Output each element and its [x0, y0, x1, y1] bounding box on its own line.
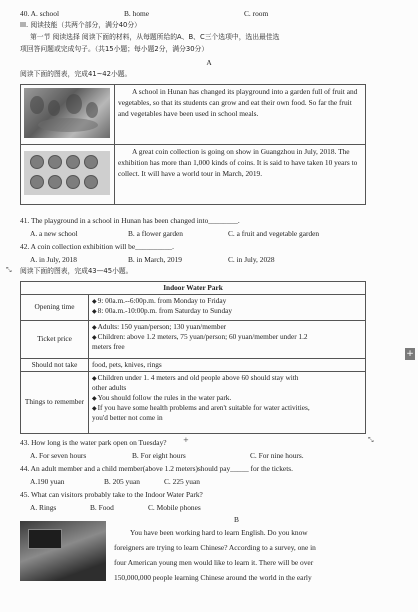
q44-option-a: A.190 yuan — [30, 477, 65, 486]
bullet-icon: ◆ — [92, 334, 97, 341]
q42-option-b: B. in March, 2019 — [128, 255, 182, 264]
passage-b-line-1: You have been working hard to learn English. Do you know — [130, 528, 308, 537]
passage-b-line-2: foreigners are trying to learn Chinese? According to a survey, one in — [114, 543, 316, 552]
q42-stem: 42. A coin collection exhibition will be__________. — [20, 242, 174, 251]
q45-option-b: B. Food — [90, 503, 114, 512]
q40-option-c: C. room — [244, 9, 269, 18]
ticket-children-cont: meters free — [92, 342, 125, 352]
bullet-icon: ◆ — [92, 298, 97, 305]
section-title: III. 阅读技能（共两个部分，满分40分） — [20, 21, 141, 29]
ticket-price-cell — [89, 320, 366, 358]
q41-option-a: A. a new school — [30, 229, 78, 238]
school-garden-photo — [24, 88, 110, 138]
q40-option-b: B. home — [124, 9, 150, 18]
passage-b-line-4: 150,000,000 people learning Chinese around the world in the early — [114, 573, 312, 582]
bullet-icon: ◆ — [92, 395, 97, 402]
remember-2: ◆You should follow the rules in the water park. — [92, 392, 232, 402]
bullet-icon: ◆ — [92, 324, 97, 331]
q42-option-a: A. in July, 2018 — [30, 255, 77, 264]
q45-stem: 45. What can visitors probably take to the Indoor Water Park? — [20, 490, 203, 499]
opening-weekend: ◆8: 00a.m.-10:00p.m. from Saturday to Sunday — [92, 305, 232, 315]
should-not-take-label: Should not take — [21, 358, 89, 371]
opening-time-cell — [89, 294, 366, 320]
remember-3: ◆If you have some health problems and aren't suitable for water activities, — [92, 402, 310, 412]
news-item-2: A great coin collection is going on show in Guangzhou in July, 2018. The exhibition has more than 1,000 kinds of coins. It is said to have taken 10 years to collect. It will have a world tour in March, 2019. — [115, 145, 366, 205]
q42-option-c: C. in July, 2028 — [228, 255, 275, 264]
ticket-price-label: Ticket price — [21, 320, 89, 358]
part-b-label: B — [234, 515, 239, 524]
passage-b-line-3: four American young men would like to learn it. There will be over — [114, 558, 314, 567]
news-table — [20, 84, 366, 205]
q43-option-c: C. For nine hours. — [250, 451, 304, 460]
resize-handle-icon[interactable]: ⤡ — [6, 266, 12, 274]
q40-option-a: 40. A. school — [20, 9, 60, 18]
opening-weekday: ◆9: 00a.m.--6:00p.m. from Monday to Friday — [92, 295, 227, 305]
table-resize-handle-icon[interactable]: ⤡ — [368, 436, 374, 444]
opening-time-label: Opening time — [21, 294, 89, 320]
things-to-remember-label: Things to remember — [21, 371, 89, 433]
instructions-line-2: 项回答问题或完成句子。（共15小题；每小题2分，满分30分） — [20, 45, 209, 53]
instructions-41-42: 阅读下面的图表，完成41~42小题。 — [20, 70, 132, 78]
remember-1-cont: other adults — [92, 382, 127, 392]
coin-collection-photo — [24, 151, 110, 195]
water-park-title: Indoor Water Park — [21, 282, 366, 295]
classroom-photo — [20, 521, 106, 581]
q45-option-a: A. Rings — [30, 503, 57, 512]
news-photo-cell — [21, 85, 115, 145]
q41-option-c: C. a fruit and vegetable garden — [228, 229, 320, 238]
q44-option-c: C. 225 yuan — [164, 477, 200, 486]
ticket-adults: ◆Adults: 150 yuan/person; 130 yuan/member — [92, 321, 227, 331]
things-to-remember-cell — [89, 371, 366, 433]
blackboard — [28, 529, 62, 549]
instructions-line-1: 第一节 阅读选择 阅读下面的材料，从每题所给的A、B、C三个选项中，选出最佳选 — [30, 33, 280, 41]
q43-option-a: A. For seven hours — [30, 451, 87, 460]
ticket-children: ◆Children: above 1.2 meters, 75 yuan/person; 60 yuan/member under 1.2 — [92, 331, 308, 341]
coins-photo-cell — [21, 145, 115, 205]
part-a-label: A — [206, 58, 212, 67]
water-park-table — [20, 281, 366, 434]
q41-stem: 41. The playground in a school in Hunan has been changed into________. — [20, 216, 240, 225]
q44-option-b: B. 205 yuan — [104, 477, 140, 486]
q43-stem: 43. How long is the water park open on Tuesday? — [20, 438, 167, 447]
should-not-take-cell: food, pets, knives, rings — [89, 358, 366, 371]
q44-stem: 44. An adult member and a child member(above 1.2 meters)should pay_____ for the tickets. — [20, 464, 293, 473]
news-item-1: A school in Hunan has changed its playground into a garden full of fruit and vegetables, so that its students can grow and eat their own food. So far the fruit and vegetables have been used in school meals. — [115, 85, 366, 145]
q45-option-c: C. Mobile phones — [148, 503, 201, 512]
q43-option-b: B. For eight hours — [132, 451, 186, 460]
remember-3-cont: you'd better not come in — [92, 412, 163, 422]
q41-option-b: B. a flower garden — [128, 229, 183, 238]
bullet-icon: ◆ — [92, 405, 97, 412]
remember-1: ◆Children under 1. 4 meters and old people above 60 should stay with — [92, 372, 299, 382]
bullet-icon: ◆ — [92, 308, 97, 315]
bullet-icon: ◆ — [92, 375, 97, 382]
instructions-43-45: 阅读下面的图表，完成43—45小题。 — [20, 267, 133, 275]
table-move-handle-icon[interactable]: + — [183, 436, 189, 444]
side-panel-toggle-icon[interactable]: + — [406, 349, 414, 359]
